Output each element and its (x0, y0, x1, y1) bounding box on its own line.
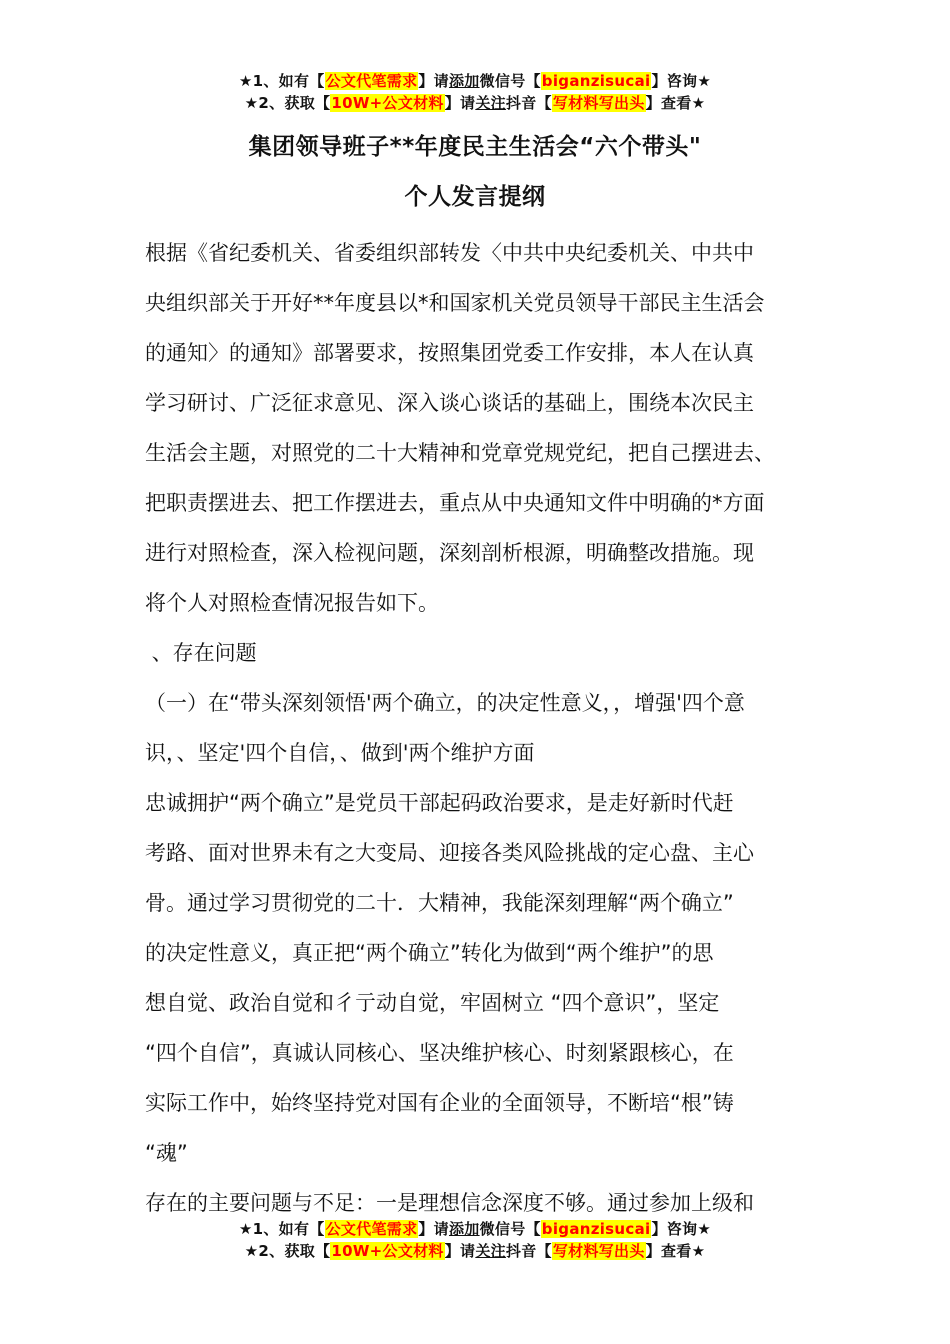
highlight-wechat-id: biganzisucai (541, 72, 651, 90)
body-line: 学习研讨、广泛征求意见、深入谈心谈话的基础上，围绕本次民主 (145, 391, 754, 415)
banner-text: 】请 (444, 94, 476, 112)
header-banner (0, 70, 950, 114)
highlight-materials: 10W+公文材料 (331, 1242, 444, 1260)
banner-text: 】咨询★ (651, 72, 712, 90)
body-line: “魂” (145, 1141, 188, 1165)
document-title: 集团领导班子**年度民主生活会“六个带头" (248, 134, 702, 160)
document-subtitle: 个人发言提纲 (404, 184, 546, 210)
banner-text: ★1、如有【 (238, 72, 325, 90)
banner-text: 】请 (418, 1220, 449, 1238)
banner-text: ★1、如有【 (238, 1220, 325, 1238)
subsection-heading-cont: 识，、坚定'四个自信，、做到'两个维护方面 (145, 741, 535, 765)
footer-banner (0, 1218, 950, 1262)
body-line: 央组织部关于开好**年度县以*和国家机关党员领导干部民主生活会 (145, 291, 765, 315)
section-heading: 、存在问题 (145, 641, 257, 665)
banner-text: 】查看★ (645, 94, 706, 112)
body-line: 忠诚拥护“两个确立”是党员干部起码政治要求，是走好新时代赶 (145, 791, 734, 815)
body-line: 根据《省纪委机关、省委组织部转发〈中共中央纪委机关、中共中 (145, 241, 754, 265)
underlined-text: 关注 (475, 94, 506, 112)
body-line: 的通知〉的通知》部署要求，按照集团党委工作安排，本人在认真 (145, 341, 754, 365)
banner-line-2 (0, 92, 950, 114)
banner-line-1 (0, 70, 950, 92)
subsection-heading: （一）在“带头深刻领悟'两个确立，的决定性意义，，增强'四个意 (145, 691, 745, 715)
body-line: 生活会主题，对照党的二十大精神和党章党规党纪，把自己摆进去、 (145, 441, 775, 465)
banner-text: 】查看★ (645, 1242, 706, 1260)
highlight-douyin-id: 写材料写出头 (552, 1242, 645, 1260)
banner-text: ★2、获取【 (244, 1242, 331, 1260)
banner-text: ★2、获取【 (244, 94, 331, 112)
banner-text: 】请 (444, 1242, 476, 1260)
body-line: 想自觉、政治自觉和彳亍动自觉，牢固树立 “四个意识”，坚定 (145, 991, 720, 1015)
body-line: 的决定性意义，真正把“两个确立”转化为做到“两个维护”的思 (145, 941, 714, 965)
body-line: 把职责摆进去、把工作摆进去，重点从中央通知文件中明确的*方面 (145, 491, 765, 515)
body-line: 骨。通过学习贯彻党的二十．大精神，我能深刻理解“两个确立” (145, 891, 734, 915)
highlight-douyin-id: 写材料写出头 (552, 94, 645, 112)
banner-text: 微信号【 (479, 72, 541, 90)
document-body (145, 228, 825, 1228)
underlined-text: 添加 (448, 1220, 480, 1238)
highlight-service: 公文代笔需求 (325, 1220, 418, 1238)
underlined-text: 关注 (475, 1242, 506, 1260)
banner-text: 】请 (418, 72, 449, 90)
highlight-materials: 10W+公文材料 (331, 94, 444, 112)
banner-line-1 (0, 1218, 950, 1240)
underlined-text: 添加 (448, 72, 480, 90)
body-line: 实际工作中，始终坚持党对国有企业的全面领导，不断培“根”铸 (145, 1091, 734, 1115)
body-line: 考路、面对世界未有之大变局、迎接各类风险挑战的定心盘、主心 (145, 841, 754, 865)
banner-text: 抖音【 (505, 1242, 552, 1260)
highlight-service: 公文代笔需求 (325, 72, 418, 90)
body-line: 将个人对照检查情况报告如下。 (145, 591, 439, 615)
banner-text: 】咨询★ (651, 1220, 712, 1238)
body-line: 进行对照检查，深入检视问题，深刻剖析根源，明确整改措施。现 (145, 541, 754, 565)
body-line: 存在的主要问题与不足：一是理想信念深度不够。通过参加上级和 (145, 1191, 754, 1215)
banner-text: 抖音【 (505, 94, 552, 112)
highlight-wechat-id: biganzisucai (541, 1220, 651, 1238)
body-line: “四个自信”，真诚认同核心、坚决维护核心、时刻紧跟核心，在 (145, 1041, 734, 1065)
banner-text: 微信号【 (479, 1220, 541, 1238)
banner-line-2 (0, 1240, 950, 1262)
